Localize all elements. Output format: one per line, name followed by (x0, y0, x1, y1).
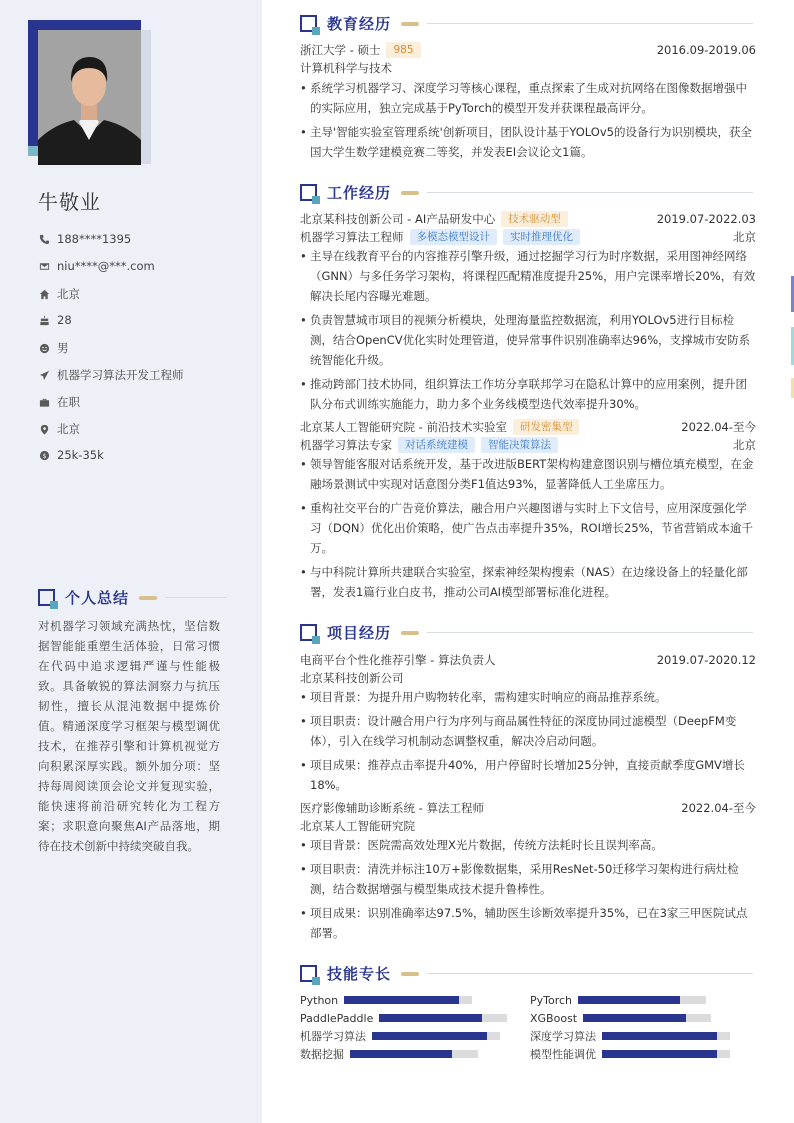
info-text: niu****@***.com (57, 259, 155, 273)
section-title: 工作经历 (327, 184, 392, 202)
section-title: 技能专长 (327, 965, 392, 983)
info-text: 28 (57, 313, 72, 327)
project-date: 2019.07-2020.12 (656, 653, 756, 667)
skill-item (530, 1011, 711, 1025)
info-text: 北京 (57, 422, 80, 436)
section-divider (427, 23, 753, 24)
skill-bar-fill (578, 996, 680, 1004)
skill-item (300, 1029, 500, 1043)
mail-icon (38, 260, 50, 272)
info-position (38, 367, 184, 383)
education-major: 计算机科学与技术 (300, 61, 392, 75)
info-text: 188****1395 (57, 232, 132, 246)
cake-icon (38, 314, 50, 326)
skill-name: 机器学习算法 (300, 1030, 366, 1043)
list-item: • 主导在线教育平台的内容推荐引擎升级，通过挖掘学习行为时序数据，采用图神经网络（GNN）与多任务学习架构，将课程匹配精准度提升25%，用户完课率增长20%，有效解决长尾内容曝光难题。 (300, 246, 756, 306)
job-role: 机器学习算法工程师 (300, 230, 404, 244)
section-icon (300, 15, 317, 32)
project-header-row (300, 651, 756, 669)
list-item: • 负责智慧城市项目的视频分析模块，处理海量监控数据流，利用YOLOv5进行目标检测，结合OpenCV优化实时处理管道，使异常事件识别准确率达96%，支撑城市安防系统智能化升级。 (300, 310, 756, 370)
send-icon (38, 369, 50, 381)
info-hometown (38, 286, 80, 302)
info-phone (38, 232, 131, 246)
skill-bar-fill (350, 1050, 452, 1058)
list-item: • 推动跨部门技术协同，组织算法工作坊分享联邦学习在隐私计算中的应用案例，提升团队分布式训练实施能力，助力多个业务线模型迭代效率提升30%。 (300, 374, 756, 414)
info-text: 25k-35k (57, 448, 104, 462)
company-name: 北京某人工智能研究院 - 前沿技术实验室 (300, 420, 507, 434)
info-status (38, 394, 80, 410)
work-heading (300, 182, 753, 203)
summary-heading (38, 587, 227, 608)
home-icon (38, 288, 50, 300)
work-city: 北京 (733, 438, 756, 452)
info-age (38, 313, 72, 327)
skill-bar-fill (602, 1032, 717, 1040)
project-title: 电商平台个性化推荐引擎 - 算法负责人 (300, 653, 496, 667)
company-name: 北京某科技创新公司 - AI产品研发中心 (300, 212, 496, 226)
section-icon (300, 184, 317, 201)
list-item: • 重构社交平台的广告竞价算法，融合用户兴趣图谱与实时上下文信号，应用深度强化学习（DQN）优化出价策略，使广告点击率提升35%，ROI增长25%，节省营销成本逾千万。 (300, 498, 756, 558)
skill-name: 深度学习算法 (530, 1030, 596, 1043)
list-item: • 项目背景：医院需高效处理X光片数据，传统方法耗时长且误判率高。 (300, 835, 756, 855)
skill-bar (602, 1032, 730, 1040)
svg-text:$: $ (41, 451, 47, 460)
phone-icon (38, 233, 50, 245)
section-title: 教育经历 (327, 15, 392, 33)
section-accent-bar (401, 631, 419, 635)
gender-icon (38, 342, 50, 354)
section-accent-bar (401, 22, 419, 26)
section-title: 项目经历 (327, 624, 392, 642)
role-tag: 智能决策算法 (481, 437, 558, 453)
info-gender (38, 340, 69, 356)
info-text: 机器学习算法开发工程师 (57, 368, 184, 382)
skill-bar-fill (344, 996, 459, 1004)
list-item: • 项目成果：识别准确率达97.5%，辅助医生诊断效率提升35%，已在3家三甲医院试点部署。 (300, 903, 756, 943)
project-title: 医疗影像辅助诊断系统 - 算法工程师 (300, 801, 484, 815)
candidate-name: 牛敬业 (38, 190, 101, 214)
skill-item (300, 1047, 478, 1061)
skill-name: XGBoost (530, 1011, 578, 1025)
list-item: • 项目成果：推荐点击率提升40%，用户停留时长增加25分钟，直接贡献季度GMV增长18%。 (300, 755, 756, 795)
skill-name: 数据挖掘 (300, 1048, 344, 1061)
work-role-row (300, 228, 756, 246)
sidebar (0, 0, 262, 1123)
section-divider (427, 632, 753, 633)
project-org: 北京某人工智能研究院 (300, 819, 415, 833)
list-item: • 项目职责：设计融合用户行为序列与商品属性特征的深度协同过滤模型（DeepFM变体），引入在线学习机制动态调整权重，解决冷启动问题。 (300, 711, 756, 751)
skills-heading (300, 963, 753, 984)
education-heading (300, 13, 753, 34)
section-accent-bar (401, 972, 419, 976)
skill-bar (379, 1014, 507, 1022)
skill-bar (350, 1050, 478, 1058)
section-divider (427, 192, 753, 193)
work-header-row (300, 418, 756, 436)
project-date: 2022.04-至今 (681, 801, 756, 815)
projects-heading (300, 622, 753, 643)
list-item: • 系统学习机器学习、深度学习等核心课程，重点探索了生成对抗网络在图像数据增强中的实际应用，独立完成基于PyTorch的模型开发并获课程最高评分。 (300, 78, 756, 118)
project-header-row (300, 799, 756, 817)
job-role: 机器学习算法专家 (300, 438, 392, 452)
briefcase-icon (38, 396, 50, 408)
school-name: 浙江大学 - 硕士 (300, 43, 381, 57)
skill-item (530, 1047, 730, 1061)
role-tag: 实时推理优化 (503, 229, 580, 245)
info-text: 在职 (57, 395, 80, 409)
money-icon (38, 449, 50, 461)
skill-item (300, 993, 472, 1007)
info-email (38, 259, 155, 273)
skill-bar (344, 996, 472, 1004)
skill-name: 模型性能调优 (530, 1048, 596, 1061)
info-salary (38, 448, 104, 462)
skill-bar-fill (379, 1014, 481, 1022)
section-accent-bar (401, 191, 419, 195)
info-text: 男 (57, 341, 69, 355)
education-date: 2016.09-2019.06 (656, 43, 756, 57)
skill-bar (602, 1050, 730, 1058)
skill-name: PyTorch (530, 993, 573, 1007)
list-item: • 项目背景：为提升用户购物转化率，需构建实时响应的商品推荐系统。 (300, 687, 756, 707)
education-header-row (300, 41, 756, 59)
list-item: • 与中科院计算所共建联合实验室，探索神经架构搜索（NAS）在边缘设备上的轻量化部署，发表1篇行业白皮书，推动公司AI模型部署标准化进程。 (300, 562, 756, 602)
work-city: 北京 (733, 230, 756, 244)
work-date: 2022.04-至今 (681, 420, 756, 434)
skill-item (530, 993, 706, 1007)
education-major-row (300, 59, 756, 77)
role-tag: 多模态模型设计 (410, 229, 498, 245)
info-text: 北京 (57, 287, 80, 301)
section-accent-bar (139, 596, 157, 600)
list-item: • 领导智能客服对话系统开发，基于改进版BERT架构构建意图识别与槽位填充模型，在金融场景测试中实现对话意图分类F1值达93%，显著降低人工坐席压力。 (300, 454, 756, 494)
skill-name: Python (300, 993, 339, 1007)
location-pin-icon (38, 423, 50, 435)
skill-bar (583, 1014, 711, 1022)
avatar (38, 30, 141, 165)
list-item: • 项目职责：清洗并标注10万+影像数据集，采用ResNet-50迁移学习架构进行病灶检测，结合数据增强与模型集成技术提升鲁棒性。 (300, 859, 756, 899)
role-tag: 对话系统建模 (398, 437, 475, 453)
section-title: 个人总结 (65, 589, 130, 607)
section-icon (300, 624, 317, 641)
section-icon (38, 589, 55, 606)
info-city (38, 421, 80, 437)
skill-bar-fill (372, 1032, 487, 1040)
company-tag: 研发密集型 (513, 419, 580, 435)
skill-bar-fill (602, 1050, 717, 1058)
company-tag: 技术驱动型 (501, 211, 568, 227)
project-org-row (300, 669, 756, 687)
section-divider (165, 597, 227, 598)
work-date: 2019.07-2022.03 (656, 212, 756, 226)
skill-bar-fill (583, 1014, 685, 1022)
list-item: • 主导'智能实验室管理系统'创新项目，团队设计基于YOLOv5的设备行为识别模块，获全国大学生数学建模竞赛二等奖，并发表EI会议论文1篇。 (300, 122, 756, 162)
section-icon (300, 965, 317, 982)
skill-name: PaddlePaddle (300, 1011, 374, 1025)
photo-corner-accent (28, 146, 38, 156)
skill-item (300, 1011, 507, 1025)
skill-bar (372, 1032, 500, 1040)
skill-bar (578, 996, 706, 1004)
school-tag: 985 (386, 42, 420, 58)
project-org-row (300, 817, 756, 835)
project-org: 北京某科技创新公司 (300, 671, 404, 685)
summary-text: 对机器学习领域充满热忱，坚信数据智能能重塑生活体验，日常习惯在代码中追求逻辑严谨与性能极致。具备敏锐的算法洞察力与抗压韧性，擅长从混沌数据中提炼价值。精通深度学习框架与模型调优技术，在推荐引擎和计算机视觉方向积累深厚实践。额外加分项：坚持每周阅读顶会论文并复现实验，能快速将前沿研究转化为工程方案；求职意向聚焦AI产品落地，期待在技术创新中持续突破自我。 (38, 619, 220, 853)
work-header-row (300, 210, 756, 228)
skill-item (530, 1029, 730, 1043)
work-role-row (300, 436, 756, 454)
section-divider (427, 973, 753, 974)
